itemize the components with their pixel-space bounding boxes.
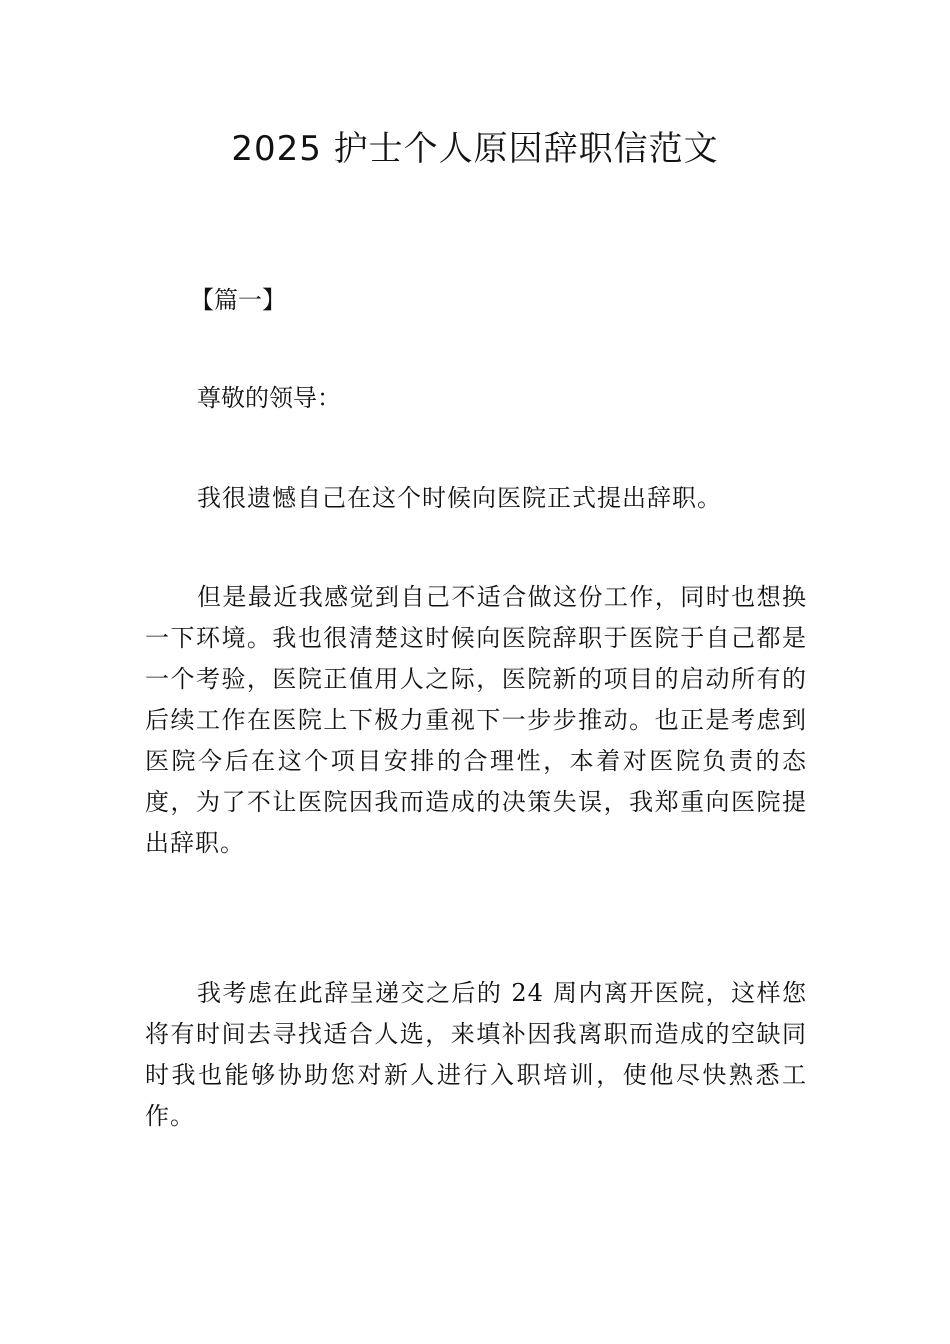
paragraph-2: 但是最近我感觉到自己不适合做这份工作，同时也想换一下环境。我也很清楚这时候向医院辞职于医院于自己都是一个考验，医院正值用人之际，医院新的项目的启动所有的后续工作在医院上下极力重视下一步步推动。也正是考虑到医院今后在这个项目安排的合理性，本着对医院负责的态度，为了不让医院因我而造成的决策失误，我郑重向医院提出辞职。 — [145, 583, 807, 857]
paragraph-3: 我考虑在此辞呈递交之后的 24 周内离开医院，这样您将有时间去寻找适合人选，来填补因我离职而造成的空缺同时我也能够协助您对新人进行入职培训，使他尽快熟悉工作。 — [145, 979, 807, 1130]
salutation: 尊敬的领导： — [197, 384, 341, 412]
paragraph-1: 我很遗憾自己在这个时候向医院正式提出辞职。 — [197, 484, 722, 512]
section-label: 【篇一】 — [190, 286, 286, 314]
page-title: 2025 护士个人原因辞职信范文 — [231, 129, 719, 169]
